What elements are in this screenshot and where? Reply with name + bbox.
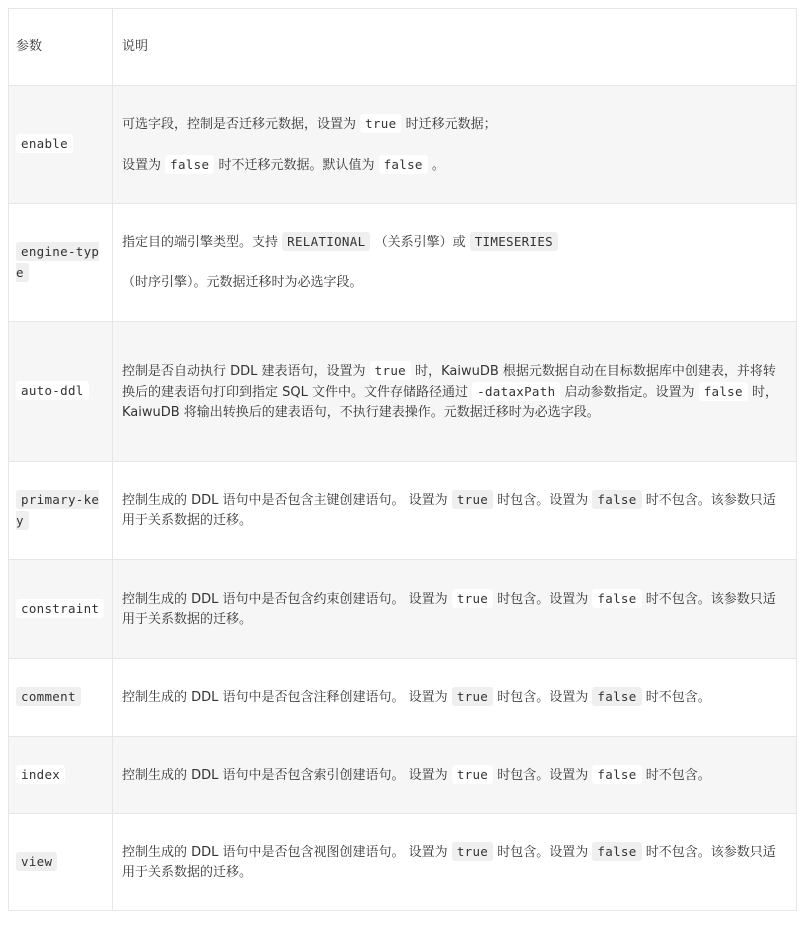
- param-cell: [9, 737, 113, 814]
- param-cell: [9, 86, 113, 204]
- desc-text: 时不包含。: [645, 767, 711, 783]
- inline-code: true: [452, 687, 493, 706]
- desc-paragraph: [122, 232, 788, 253]
- inline-code: true: [360, 114, 401, 133]
- inline-code: TIMESERIES: [470, 232, 558, 251]
- table-row: [9, 814, 797, 911]
- desc-paragraph: [122, 273, 788, 293]
- desc-text: 控制生成的 DDL 语句中是否包含索引创建语句。 设置为: [122, 767, 448, 783]
- desc-paragraph: [122, 687, 788, 708]
- inline-code: false: [592, 765, 641, 784]
- desc-text: 时包含。设置为: [497, 591, 589, 607]
- desc-text: 时，KaiwuDB 将输出转换后的建表语句，不执行建表操作。元数据迁移时为必选字段。: [122, 384, 778, 420]
- table-row: [9, 737, 797, 814]
- desc-cell: [113, 560, 797, 659]
- desc-text: 控制生成的 DDL 语句中是否包含主键创建语句。 设置为: [122, 493, 448, 508]
- desc-text: 时包含。设置为: [497, 844, 589, 860]
- desc-text: 启动参数指定。设置为: [564, 384, 695, 400]
- inline-code: RELATIONAL: [282, 232, 370, 251]
- desc-cell: [113, 814, 797, 911]
- desc-cell: [113, 659, 797, 737]
- param-name: constraint: [16, 599, 104, 618]
- inline-code: false: [165, 155, 214, 174]
- desc-text: 时包含。设置为: [497, 690, 589, 705]
- table-row: [9, 659, 797, 737]
- param-name: engine-type: [16, 243, 100, 280]
- desc-cell: [113, 86, 797, 204]
- desc-text: 设置为: [122, 157, 162, 173]
- desc-paragraph: [122, 589, 788, 630]
- inline-code: true: [452, 765, 493, 784]
- desc-text: 时不包含。该参数只适用于关系数据的迁移。: [122, 493, 776, 528]
- inline-code: false: [699, 382, 748, 401]
- inline-code: -dataxPath: [472, 382, 560, 401]
- desc-cell: [113, 462, 797, 560]
- inline-code: true: [452, 589, 493, 608]
- inline-code: false: [379, 155, 428, 174]
- param-name: comment: [16, 687, 81, 706]
- desc-text: 控制生成的 DDL 语句中是否包含约束创建语句。 设置为: [122, 591, 448, 607]
- desc-text: 控制生成的 DDL 语句中是否包含注释创建语句。 设置为: [122, 690, 448, 705]
- desc-paragraph: [122, 842, 788, 883]
- desc-text: （关系引擎）或: [374, 235, 466, 250]
- param-cell: [9, 659, 113, 737]
- desc-cell: [113, 322, 797, 462]
- inline-code: false: [592, 490, 641, 509]
- param-cell: [9, 462, 113, 560]
- inline-code: false: [592, 842, 641, 861]
- desc-text: （时序引擎）。元数据迁移时为必选字段。: [122, 275, 363, 290]
- header-param: 参数: [9, 9, 113, 86]
- desc-text: 时不包含。: [645, 690, 711, 705]
- inline-code: false: [592, 687, 641, 706]
- desc-text: 时包含。设置为: [497, 767, 589, 783]
- desc-cell: [113, 204, 797, 322]
- desc-text: 可选字段，控制是否迁移元数据，设置为: [122, 116, 357, 132]
- parameter-table: [8, 8, 797, 911]
- desc-paragraph: [122, 361, 788, 423]
- desc-cell: [113, 737, 797, 814]
- desc-paragraph: [122, 114, 788, 135]
- desc-text: 时不包含。该参数只适用于关系数据的迁移。: [122, 844, 776, 880]
- table-row: [9, 322, 797, 462]
- desc-text: 时不迁移元数据。默认值为: [218, 157, 375, 173]
- inline-code: true: [452, 490, 493, 509]
- param-name: view: [16, 852, 57, 871]
- table-row: [9, 462, 797, 560]
- param-cell: [9, 322, 113, 462]
- param-name: index: [16, 765, 65, 784]
- desc-text: 时迁移元数据；: [405, 116, 497, 132]
- param-name: primary-key: [16, 491, 100, 528]
- desc-text: 控制是否自动执行 DDL 建表语句，设置为: [122, 363, 366, 379]
- desc-text: 。: [431, 157, 445, 173]
- param-name: enable: [16, 134, 73, 153]
- inline-code: true: [452, 842, 493, 861]
- param-cell: [9, 814, 113, 911]
- desc-text: 指定目的端引擎类型。支持: [122, 235, 279, 250]
- header-desc: 说明: [113, 9, 797, 86]
- param-name: auto-ddl: [16, 381, 89, 400]
- desc-paragraph: [122, 155, 788, 176]
- table-row: [9, 204, 797, 322]
- desc-text: 控制生成的 DDL 语句中是否包含视图创建语句。 设置为: [122, 844, 448, 860]
- desc-text: 时包含。设置为: [497, 493, 589, 508]
- desc-paragraph: [122, 765, 788, 786]
- table-row: [9, 560, 797, 659]
- param-cell: [9, 204, 113, 322]
- desc-text: 时，KaiwuDB 根据元数据自动在目标数据库中创建表，并将转换后的建表语句打印到指定 SQL 文件中。文件存储路径通过: [122, 363, 776, 400]
- param-cell: [9, 560, 113, 659]
- table-row: [9, 86, 797, 204]
- desc-text: 时不包含。该参数只适用于关系数据的迁移。: [122, 591, 776, 627]
- desc-paragraph: [122, 490, 788, 531]
- table-header-row: [9, 9, 797, 86]
- inline-code: true: [370, 361, 411, 380]
- inline-code: false: [592, 589, 641, 608]
